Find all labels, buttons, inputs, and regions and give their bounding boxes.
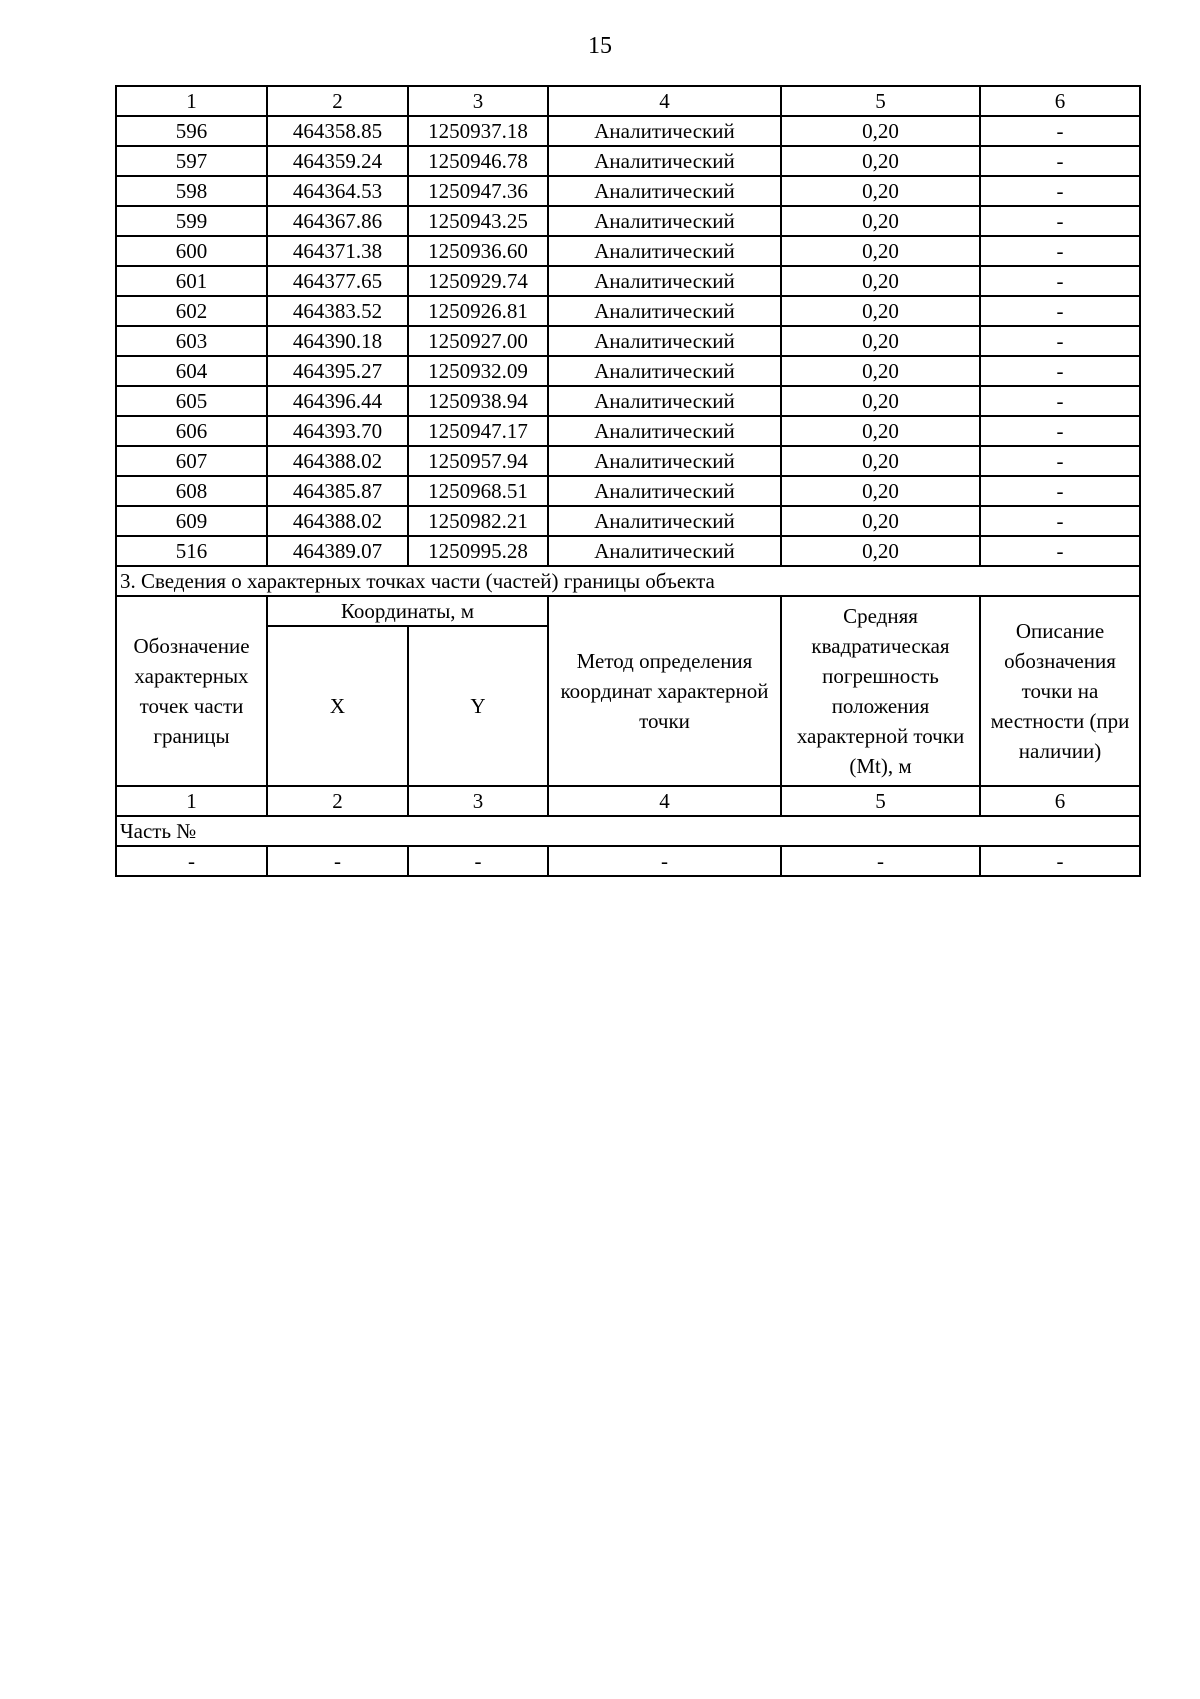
empty-cell: -	[781, 846, 980, 876]
empty-data-row	[116, 846, 1140, 876]
cell-point: 601	[116, 266, 267, 296]
cell-accuracy: 0,20	[781, 296, 980, 326]
column-number-cell: 5	[781, 86, 980, 116]
cell-accuracy: 0,20	[781, 326, 980, 356]
cell-y: 1250938.94	[408, 386, 548, 416]
column-number-cell: 2	[267, 86, 408, 116]
empty-cell: -	[116, 846, 267, 876]
header-coordinates: Координаты, м	[267, 596, 548, 626]
cell-x: 464389.07	[267, 536, 408, 566]
table-row	[116, 266, 1140, 296]
empty-cell: -	[408, 846, 548, 876]
table-row	[116, 116, 1140, 146]
column-number-cell: 4	[548, 786, 781, 816]
cell-accuracy: 0,20	[781, 446, 980, 476]
cell-y: 1250947.36	[408, 176, 548, 206]
table-row	[116, 296, 1140, 326]
cell-method: Аналитический	[548, 326, 781, 356]
cell-method: Аналитический	[548, 116, 781, 146]
header-description: Описание обозначения точки на местности (при наличии)	[980, 596, 1140, 786]
header-accuracy: Средняя квадратическая погрешность положения характерной точки (Mt), м	[781, 596, 980, 786]
cell-method: Аналитический	[548, 146, 781, 176]
cell-description: -	[980, 536, 1140, 566]
table-row	[116, 356, 1140, 386]
table-row	[116, 446, 1140, 476]
cell-method: Аналитический	[548, 446, 781, 476]
column-number-cell: 6	[980, 786, 1140, 816]
cell-description: -	[980, 506, 1140, 536]
cell-y: 1250957.94	[408, 446, 548, 476]
empty-cell: -	[980, 846, 1140, 876]
cell-method: Аналитический	[548, 206, 781, 236]
cell-accuracy: 0,20	[781, 536, 980, 566]
cell-description: -	[980, 416, 1140, 446]
section-title: 3. Сведения о характерных точках части (частей) границы объекта	[116, 566, 1140, 596]
cell-point: 608	[116, 476, 267, 506]
column-number-cell: 5	[781, 786, 980, 816]
column-number-cell: 2	[267, 786, 408, 816]
table-row	[116, 146, 1140, 176]
cell-accuracy: 0,20	[781, 236, 980, 266]
cell-description: -	[980, 476, 1140, 506]
cell-accuracy: 0,20	[781, 506, 980, 536]
cell-description: -	[980, 146, 1140, 176]
column-number-cell: 4	[548, 86, 781, 116]
cell-point: 607	[116, 446, 267, 476]
cell-method: Аналитический	[548, 266, 781, 296]
cell-method: Аналитический	[548, 236, 781, 266]
cell-x: 464383.52	[267, 296, 408, 326]
cell-description: -	[980, 386, 1140, 416]
table-row	[116, 236, 1140, 266]
cell-y: 1250932.09	[408, 356, 548, 386]
cell-description: -	[980, 326, 1140, 356]
cell-method: Аналитический	[548, 536, 781, 566]
table-row	[116, 506, 1140, 536]
header-row	[116, 596, 1140, 626]
cell-y: 1250926.81	[408, 296, 548, 326]
cell-point: 600	[116, 236, 267, 266]
cell-method: Аналитический	[548, 506, 781, 536]
table-row	[116, 416, 1140, 446]
cell-method: Аналитический	[548, 476, 781, 506]
column-number-row	[116, 86, 1140, 116]
cell-x: 464388.02	[267, 506, 408, 536]
cell-method: Аналитический	[548, 416, 781, 446]
cell-y: 1250968.51	[408, 476, 548, 506]
cell-x: 464377.65	[267, 266, 408, 296]
cell-description: -	[980, 446, 1140, 476]
cell-point: 597	[116, 146, 267, 176]
table-row	[116, 326, 1140, 356]
cell-method: Аналитический	[548, 296, 781, 326]
table-row	[116, 386, 1140, 416]
cell-point: 604	[116, 356, 267, 386]
cell-accuracy: 0,20	[781, 356, 980, 386]
empty-cell: -	[267, 846, 408, 876]
cell-accuracy: 0,20	[781, 476, 980, 506]
cell-accuracy: 0,20	[781, 176, 980, 206]
cell-method: Аналитический	[548, 386, 781, 416]
section-title-row	[116, 566, 1140, 596]
cell-x: 464367.86	[267, 206, 408, 236]
cell-y: 1250995.28	[408, 536, 548, 566]
column-number-row	[116, 786, 1140, 816]
cell-y: 1250929.74	[408, 266, 548, 296]
header-method: Метод определения координат характерной точки	[548, 596, 781, 786]
cell-x: 464358.85	[267, 116, 408, 146]
cell-y: 1250947.17	[408, 416, 548, 446]
cell-y: 1250982.21	[408, 506, 548, 536]
cell-x: 464396.44	[267, 386, 408, 416]
cell-x: 464390.18	[267, 326, 408, 356]
part-row	[116, 816, 1140, 846]
cell-y: 1250946.78	[408, 146, 548, 176]
cell-method: Аналитический	[548, 356, 781, 386]
cell-description: -	[980, 296, 1140, 326]
cell-point: 606	[116, 416, 267, 446]
cell-accuracy: 0,20	[781, 416, 980, 446]
column-number-cell: 3	[408, 786, 548, 816]
column-number-cell: 1	[116, 786, 267, 816]
table-row	[116, 536, 1140, 566]
cell-accuracy: 0,20	[781, 386, 980, 416]
cell-point: 516	[116, 536, 267, 566]
cell-accuracy: 0,20	[781, 206, 980, 236]
cell-point: 602	[116, 296, 267, 326]
part-label: Часть №	[116, 816, 1140, 846]
cell-y: 1250937.18	[408, 116, 548, 146]
cell-description: -	[980, 356, 1140, 386]
empty-cell: -	[548, 846, 781, 876]
column-number-cell: 6	[980, 86, 1140, 116]
cell-x: 464388.02	[267, 446, 408, 476]
cell-description: -	[980, 206, 1140, 236]
table-row	[116, 176, 1140, 206]
cell-point: 596	[116, 116, 267, 146]
header-y: Y	[408, 626, 548, 786]
cell-description: -	[980, 266, 1140, 296]
cell-x: 464393.70	[267, 416, 408, 446]
coordinates-table	[115, 85, 1141, 877]
cell-point: 598	[116, 176, 267, 206]
cell-x: 464395.27	[267, 356, 408, 386]
cell-point: 605	[116, 386, 267, 416]
cell-x: 464364.53	[267, 176, 408, 206]
cell-x: 464385.87	[267, 476, 408, 506]
column-number-cell: 1	[116, 86, 267, 116]
cell-description: -	[980, 176, 1140, 206]
cell-method: Аналитический	[548, 176, 781, 206]
cell-accuracy: 0,20	[781, 266, 980, 296]
cell-y: 1250943.25	[408, 206, 548, 236]
header-point: Обозначение характерных точек части границы	[116, 596, 267, 786]
table-row	[116, 206, 1140, 236]
cell-description: -	[980, 236, 1140, 266]
page-number: 15	[588, 33, 612, 59]
header-x: X	[267, 626, 408, 786]
cell-y: 1250927.00	[408, 326, 548, 356]
cell-accuracy: 0,20	[781, 116, 980, 146]
cell-description: -	[980, 116, 1140, 146]
column-number-cell: 3	[408, 86, 548, 116]
cell-accuracy: 0,20	[781, 146, 980, 176]
cell-point: 609	[116, 506, 267, 536]
cell-x: 464371.38	[267, 236, 408, 266]
cell-y: 1250936.60	[408, 236, 548, 266]
cell-point: 603	[116, 326, 267, 356]
cell-point: 599	[116, 206, 267, 236]
cell-x: 464359.24	[267, 146, 408, 176]
table-row	[116, 476, 1140, 506]
